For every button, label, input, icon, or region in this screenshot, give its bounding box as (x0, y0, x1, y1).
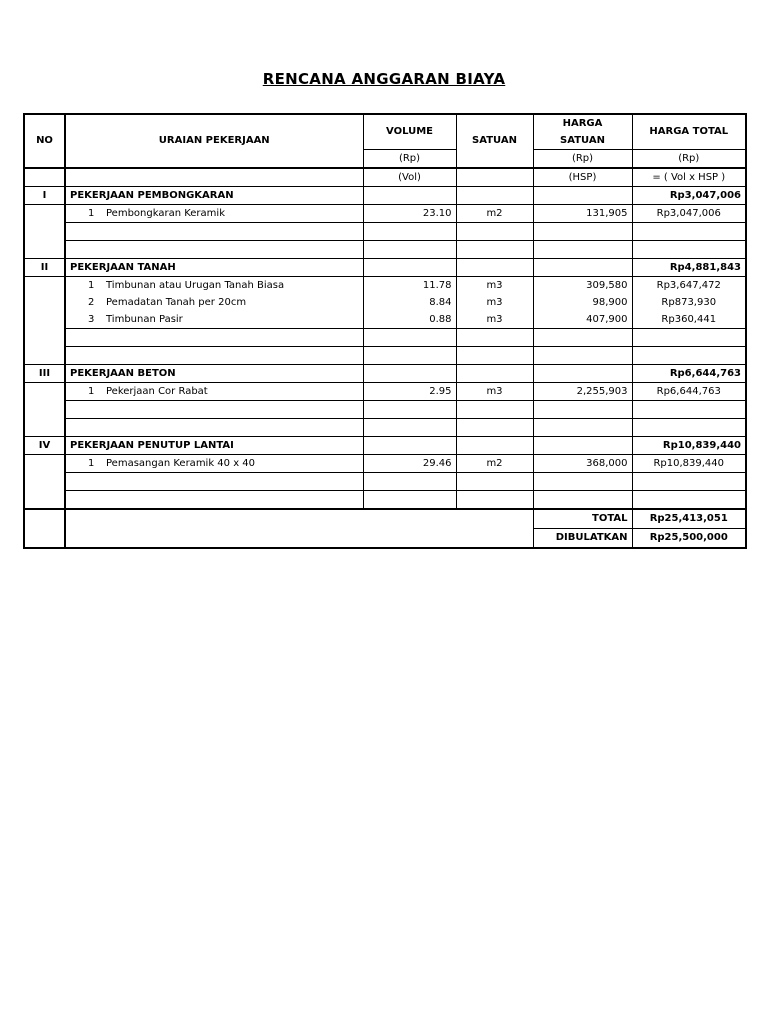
table-row (24, 455, 746, 473)
total-label: TOTAL (533, 509, 632, 529)
table-row (24, 277, 746, 295)
item-description: Timbunan Pasir (106, 313, 183, 325)
section-subtotal: Rp10,839,440 (632, 437, 746, 455)
section-gap-row (24, 419, 746, 437)
section-no-spacer (24, 455, 65, 510)
section-row (24, 437, 746, 455)
section-volume-cell (363, 437, 456, 455)
rounded-label: DIBULATKAN (533, 529, 632, 549)
header-harga-satuan-line1: HARGA (562, 118, 603, 129)
item-volume-empty (363, 329, 456, 347)
item-volume: 11.78 (363, 277, 456, 295)
item-description-cell-gap (65, 419, 363, 437)
header-row-3 (24, 168, 746, 187)
code-formula: = ( Vol x HSP ) (632, 168, 746, 187)
item-total-price-gap (632, 491, 746, 510)
header-hsp-unit: (Rp) (533, 150, 632, 169)
total-row (24, 509, 746, 529)
item-description: Pemadatan Tanah per 20cm (106, 296, 247, 308)
item-volume-empty (363, 473, 456, 491)
item-description-cell-empty (65, 473, 363, 491)
section-volume-cell (363, 187, 456, 205)
code-vol: (Vol) (363, 168, 456, 187)
item-volume: 29.46 (363, 455, 456, 473)
item-description-cell-gap (65, 241, 363, 259)
item-unit-price-gap (533, 347, 632, 365)
header-satuan: SATUAN (456, 114, 533, 168)
item-total-price-gap (632, 241, 746, 259)
item-volume-gap (363, 347, 456, 365)
item-unit-price: 309,580 (533, 277, 632, 295)
item-total-price: Rp6,644,763 (632, 383, 746, 401)
item-unit: m3 (456, 311, 533, 329)
document-title: RENCANA ANGGARAN BIAYA (262, 70, 506, 88)
item-description-cell-gap (65, 491, 363, 510)
item-total-price: Rp360,441 (632, 311, 746, 329)
item-volume: 0.88 (363, 311, 456, 329)
section-name: PEKERJAAN BETON (65, 365, 363, 383)
code-satuan-cell (456, 168, 533, 187)
item-unit-gap (456, 491, 533, 510)
item-description-cell (65, 205, 363, 223)
item-description-cell-empty (65, 223, 363, 241)
header-harga-total: HARGA TOTAL (632, 114, 746, 150)
section-number: IV (24, 437, 65, 455)
item-unit-price-empty (533, 329, 632, 347)
item-unit-empty (456, 473, 533, 491)
section-harga-satuan-cell (533, 365, 632, 383)
item-description-cell-empty (65, 329, 363, 347)
footer-no-cell (24, 509, 65, 548)
item-total-price: Rp10,839,440 (632, 455, 746, 473)
item-description-cell (65, 383, 363, 401)
item-unit-empty (456, 401, 533, 419)
item-unit-price: 2,255,903 (533, 383, 632, 401)
item-unit-price-gap (533, 491, 632, 510)
section-subtotal: Rp4,881,843 (632, 259, 746, 277)
item-unit: m3 (456, 277, 533, 295)
section-satuan-cell (456, 187, 533, 205)
section-subtotal: Rp3,047,006 (632, 187, 746, 205)
item-unit-gap (456, 347, 533, 365)
item-unit-price-gap (533, 241, 632, 259)
item-total-price-empty (632, 329, 746, 347)
table-row (24, 205, 746, 223)
item-description-cell (65, 277, 363, 295)
header-total-unit: (Rp) (632, 150, 746, 169)
item-number: 1 (88, 279, 95, 291)
section-gap-row (24, 347, 746, 365)
item-number: 3 (88, 313, 95, 325)
section-volume-cell (363, 259, 456, 277)
item-description-cell-empty (65, 401, 363, 419)
section-row (24, 259, 746, 277)
header-row-1 (24, 114, 746, 150)
table-row (24, 294, 746, 311)
item-description-cell (65, 294, 363, 311)
section-satuan-cell (456, 437, 533, 455)
code-hsp: (HSP) (533, 168, 632, 187)
item-number: 1 (88, 457, 95, 469)
item-unit-price-empty (533, 401, 632, 419)
section-gap-row (24, 491, 746, 510)
section-number: I (24, 187, 65, 205)
table-row (24, 311, 746, 329)
section-harga-satuan-cell (533, 187, 632, 205)
section-no-spacer (24, 383, 65, 437)
item-unit-price-gap (533, 419, 632, 437)
header-volume-unit: (Rp) (363, 150, 456, 169)
item-total-price-empty (632, 473, 746, 491)
item-total-price-empty (632, 223, 746, 241)
section-name: PEKERJAAN PENUTUP LANTAI (65, 437, 363, 455)
empty-row (24, 401, 746, 419)
section-subtotal: Rp6,644,763 (632, 365, 746, 383)
item-unit-price: 131,905 (533, 205, 632, 223)
item-volume-empty (363, 401, 456, 419)
section-harga-satuan-cell (533, 259, 632, 277)
item-volume: 2.95 (363, 383, 456, 401)
item-total-price: Rp873,930 (632, 294, 746, 311)
item-volume-gap (363, 491, 456, 510)
item-total-price-gap (632, 347, 746, 365)
item-unit: m3 (456, 383, 533, 401)
item-unit-empty (456, 223, 533, 241)
item-description-cell (65, 311, 363, 329)
item-unit-price-empty (533, 223, 632, 241)
section-satuan-cell (456, 365, 533, 383)
item-description: Timbunan atau Urugan Tanah Biasa (106, 279, 285, 291)
rounded-value: Rp25,500,000 (632, 529, 746, 549)
empty-row (24, 329, 746, 347)
footer-description-cell (65, 509, 533, 548)
item-volume: 23.10 (363, 205, 456, 223)
header-harga-satuan-line2: SATUAN (560, 135, 605, 146)
item-volume-empty (363, 223, 456, 241)
item-unit-empty (456, 329, 533, 347)
item-unit-price: 368,000 (533, 455, 632, 473)
item-description-cell-gap (65, 347, 363, 365)
header-volume: VOLUME (363, 114, 456, 150)
item-unit: m3 (456, 294, 533, 311)
code-uraian-cell (65, 168, 363, 187)
item-unit-gap (456, 241, 533, 259)
table-row (24, 383, 746, 401)
empty-row (24, 223, 746, 241)
item-number: 1 (88, 385, 95, 397)
item-unit-price: 98,900 (533, 294, 632, 311)
item-description: Pembongkaran Keramik (106, 207, 225, 219)
item-volume-gap (363, 241, 456, 259)
item-unit-price: 407,900 (533, 311, 632, 329)
section-satuan-cell (456, 259, 533, 277)
item-volume-gap (363, 419, 456, 437)
header-no: NO (24, 114, 65, 168)
item-total-price-empty (632, 401, 746, 419)
section-volume-cell (363, 365, 456, 383)
section-row (24, 187, 746, 205)
total-value: Rp25,413,051 (632, 509, 746, 529)
section-number: II (24, 259, 65, 277)
item-unit-price-empty (533, 473, 632, 491)
section-name: PEKERJAAN PEMBONGKARAN (65, 187, 363, 205)
item-volume: 8.84 (363, 294, 456, 311)
section-harga-satuan-cell (533, 437, 632, 455)
item-unit-gap (456, 419, 533, 437)
header-uraian: URAIAN PEKERJAAN (65, 114, 363, 168)
item-description-cell (65, 455, 363, 473)
item-unit: m2 (456, 455, 533, 473)
item-number: 1 (88, 207, 95, 219)
header-harga-satuan (533, 114, 632, 150)
item-total-price: Rp3,047,006 (632, 205, 746, 223)
item-description: Pekerjaan Cor Rabat (106, 385, 208, 397)
item-total-price: Rp3,647,472 (632, 277, 746, 295)
section-gap-row (24, 241, 746, 259)
section-row (24, 365, 746, 383)
item-total-price-gap (632, 419, 746, 437)
section-name: PEKERJAAN TANAH (65, 259, 363, 277)
budget-table (23, 113, 747, 549)
section-number: III (24, 365, 65, 383)
budget-table-body (24, 114, 746, 548)
section-no-spacer (24, 277, 65, 365)
item-unit: m2 (456, 205, 533, 223)
empty-row (24, 473, 746, 491)
item-number: 2 (88, 296, 95, 308)
code-no-cell (24, 168, 65, 187)
item-description: Pemasangan Keramik 40 x 40 (106, 457, 256, 469)
section-no-spacer (24, 205, 65, 259)
